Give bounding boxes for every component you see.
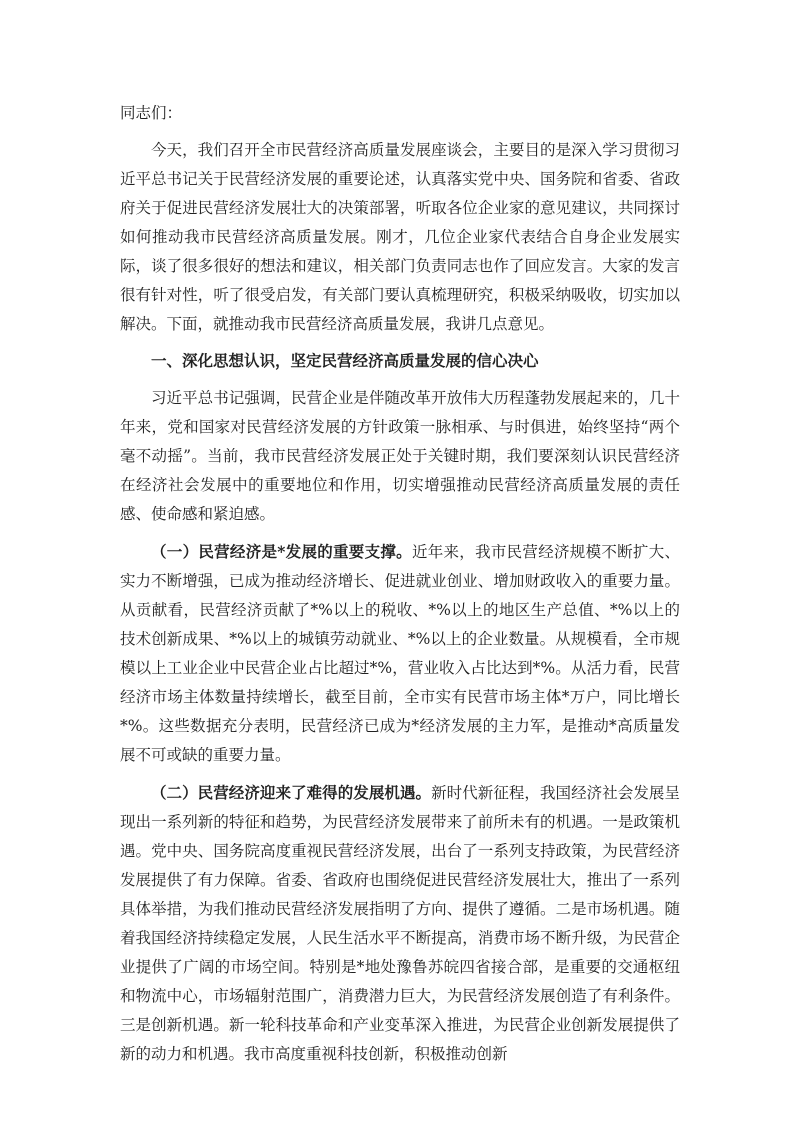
intro-paragraph: 今天，我们召开全市民营经济高质量发展座谈会，主要目的是深入学习贯彻习近平总书记关于民营经济发展的重要论述，认真落实党中央、国务院和省委、省政府关于促进民营经济发展壮大的决策部署，听取各位企业家的意见建议，共同探讨如何推动我市民营经济高质量发展。刚才，几位企业家代表结合自身企业发展实际，谈了很多很好的想法和建议，相关部门负责同志也作了回应发言。大家的发言很有针对性，听了很受启发，有关部门要认真梳理研究，积极采纳吸收，切实加以解决。下面，就推动我市民营经济高质量发展，我讲几点意见。 <box>120 141 680 333</box>
document-page <box>120 99 680 1069</box>
point-1-body: 近年来，我市民营经济规模不断扩大、实力不断增强，已成为推动经济增长、促进就业创业、增加财政收入的重要力量。从贡献看，民营经济贡献了*%以上的税收、*%以上的地区生产总值、*%以上的技术创新成果、*%以上的城镇劳动就业、*%以上的企业数量。从规模看，全市规模以上工业企业中民营企业占比超过*%，营业收入占比达到*%。从活力看，民营经济市场主体数量持续增长，截至目前，全市实有民营市场主体*万户，同比增长*%。这些数据充分表明，民营经济已成为*经济发展的主力军，是推动*高质量发展不可或缺的重要力量。 <box>120 543 680 764</box>
point-2-body: 新时代新征程，我国经济社会发展呈现出一系列新的特征和趋势，为民营经济发展带来了前所未有的机遇。一是政策机遇。党中央、国务院高度重视民营经济发展，出台了一系列支持政策，为民营经济发展提供了有力保障。省委、省政府也围绕促进民营经济发展壮大，推出了一系列具体举措，为我们推动民营经济发展指明了方向、提供了遵循。二是市场机遇。随着我国经济持续稳定发展，人民生活水平不断提高，消费市场不断升级，为民营企业提供了广阔的市场空间。特别是*地处豫鲁苏皖四省接合部，是重要的交通枢纽和物流中心，市场辐射范围广，消费潜力巨大，为民营经济发展创造了有利条件。三是创新机遇。新一轮科技革命和产业变革深入推进，为民营企业创新发展提供了新的动力和机遇。我市高度重视科技创新，积极推动创新 <box>120 784 680 1063</box>
point-1-lead: （一）民营经济是*发展的重要支撑。 <box>151 542 412 561</box>
greeting: 同志们： <box>120 104 183 122</box>
point-2-paragraph <box>120 778 680 1069</box>
point-1-paragraph <box>120 537 680 770</box>
section-1-paragraph: 习近平总书记强调，民营企业是伴随改革开放伟大历程蓬勃发展起来的，几十年来，党和国家对民营经济发展的方针政策一脉相承、与时俱进，始终坚持“两个毫不动摇”。当前，我市民营经济发展正处于关键时期，我们要深刻认识民营经济在经济社会发展中的重要地位和作用，切实增强推动民营经济高质量发展的责任感、使命感和紧迫感。 <box>120 389 680 523</box>
section-1-heading: 一、深化思想认识，坚定民营经济高质量发展的信心决心 <box>151 352 539 370</box>
point-2-lead: （二）民营经济迎来了难得的发展机遇。 <box>151 783 432 802</box>
